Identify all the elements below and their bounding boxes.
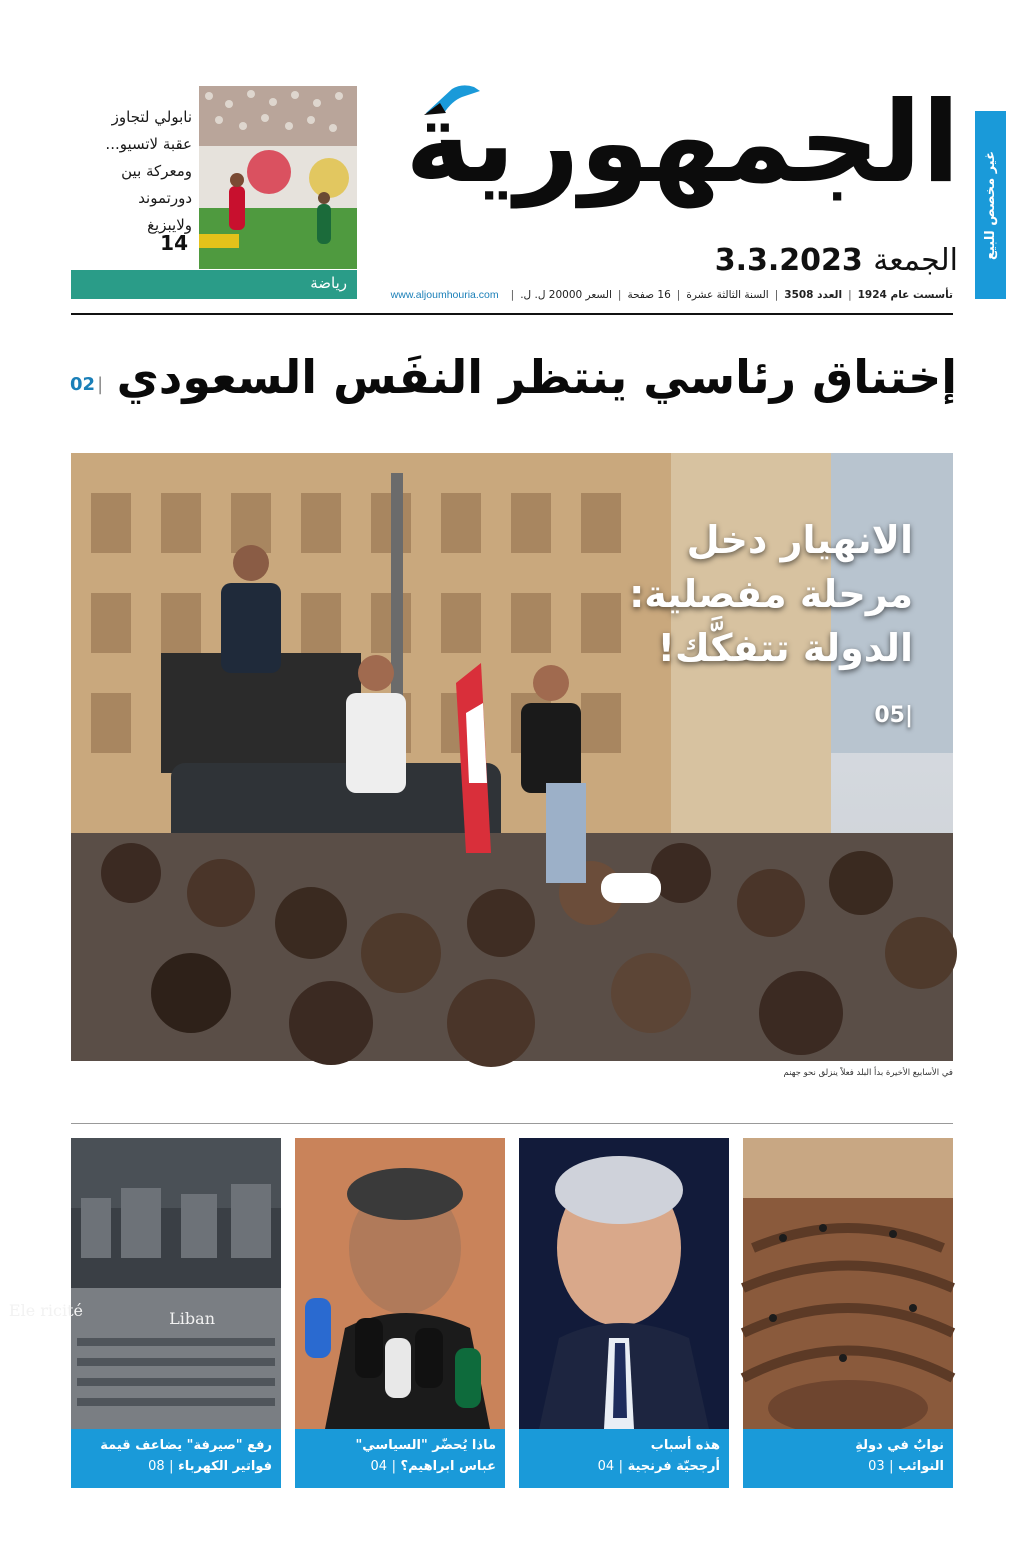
- card-title-line: فواتير الكهرباء: [178, 1459, 272, 1474]
- issue-date-value: 3.3.2023: [714, 243, 863, 278]
- hero-overlay-line: الانهيار دخل: [686, 518, 913, 562]
- hero-photo[interactable]: [71, 453, 953, 1061]
- issue-number: العدد 3508: [784, 289, 843, 301]
- website-link[interactable]: www.aljoumhouria.com: [390, 289, 499, 301]
- building-sign-right: Liban: [169, 1309, 215, 1328]
- card-title: ماذا يُحضّر "السياسي" عباس ابراهيم؟ | 04: [295, 1429, 505, 1488]
- masthead-divider: [71, 313, 953, 315]
- sports-teaser-text[interactable]: [72, 104, 192, 239]
- main-headline[interactable]: إختناق رئاسي ينتظر النفَس السعودي: [116, 350, 957, 404]
- sports-photo[interactable]: [199, 86, 357, 269]
- page-count: 16 صفحة: [627, 289, 671, 301]
- hero-page-number: 05: [874, 703, 905, 728]
- sports-line: عقبة لاتسيو...: [105, 135, 192, 153]
- card-page-number: 04: [370, 1459, 388, 1474]
- card-title-line: أرجحيّة فرنجية: [627, 1459, 720, 1474]
- card-title: هذه أسباب أرجحيّة فرنجية | 04: [519, 1429, 729, 1488]
- hero-caption: في الأسابيع الأخيرة بدأ البلد فعلاً ينزلق نحو جهنم: [783, 1068, 953, 1078]
- card-page-number: 04: [597, 1459, 615, 1474]
- card-title-line: النوائب: [898, 1459, 944, 1474]
- card-title-line: عباس ابراهيم؟: [400, 1459, 496, 1474]
- ibrahim-photo: [295, 1138, 505, 1429]
- story-card-parliament[interactable]: [743, 1138, 953, 1488]
- frangieh-photo: [519, 1138, 729, 1429]
- logo-text: الجمهورية: [405, 78, 960, 208]
- hero-overlay-line: الدولة تتفكَّك!: [657, 626, 913, 670]
- card-title-line: هذه أسباب: [650, 1438, 720, 1453]
- hero-overlay-line: مرحلة مفصلية:: [629, 572, 913, 616]
- sports-section-label: رياضة: [310, 274, 347, 292]
- not-for-sale-tab: [975, 111, 1006, 299]
- headline-page-ref: 02 |: [70, 374, 104, 395]
- publication-year: السنة الثالثة عشرة: [686, 289, 769, 301]
- sports-line: ومعركة بين: [121, 162, 192, 180]
- electricity-photo: [8, 1138, 281, 1429]
- issue-date: [714, 243, 958, 278]
- sports-section-bar[interactable]: [71, 270, 357, 299]
- issue-meta: تأسست عام 1924 | العدد 3508 | السنة الثالثة عشرة | 16 صفحة | السعر 20000 ل. ل. | www.aljoumhouria.com: [390, 289, 953, 301]
- issue-day: الجمعة: [873, 243, 958, 278]
- card-title: نوابٌ في دولةِ النوائب | 03: [743, 1429, 953, 1488]
- card-title-line: ماذا يُحضّر "السياسي": [355, 1438, 496, 1453]
- card-title-line: نوابٌ في دولةِ: [855, 1438, 944, 1453]
- sports-line: دورتموند: [138, 189, 192, 207]
- story-card-ibrahim[interactable]: [295, 1138, 505, 1488]
- hero-overlay-headline: [613, 513, 913, 675]
- card-page-number: 03: [868, 1459, 885, 1474]
- sports-line: ولايبزيغ: [147, 216, 192, 234]
- card-page-number: 08: [148, 1459, 165, 1474]
- founded-year: تأسست عام 1924: [857, 289, 953, 301]
- building-sign-left: Ele ricité: [8, 1301, 83, 1320]
- card-title: رفع "صيرفة" يضاعف قيمة فواتير الكهرباء | 08: [71, 1429, 281, 1488]
- parliament-photo: [743, 1138, 953, 1429]
- not-for-sale-text: غير مخصص للبيع: [983, 150, 998, 260]
- story-card-frangieh[interactable]: [519, 1138, 729, 1488]
- masthead-logo[interactable]: [405, 78, 960, 223]
- sports-line: نابولي لتجاوز: [111, 108, 192, 126]
- story-card-electricity[interactable]: [8, 1138, 281, 1488]
- sports-page-number: 14: [160, 231, 188, 255]
- price: السعر 20000 ل. ل.: [520, 289, 612, 301]
- headline-page-number: 02: [70, 374, 96, 395]
- hero-page-ref: 05|: [874, 703, 913, 728]
- card-title-line: رفع "صيرفة" يضاعف قيمة: [100, 1438, 272, 1453]
- section-divider: [71, 1123, 953, 1124]
